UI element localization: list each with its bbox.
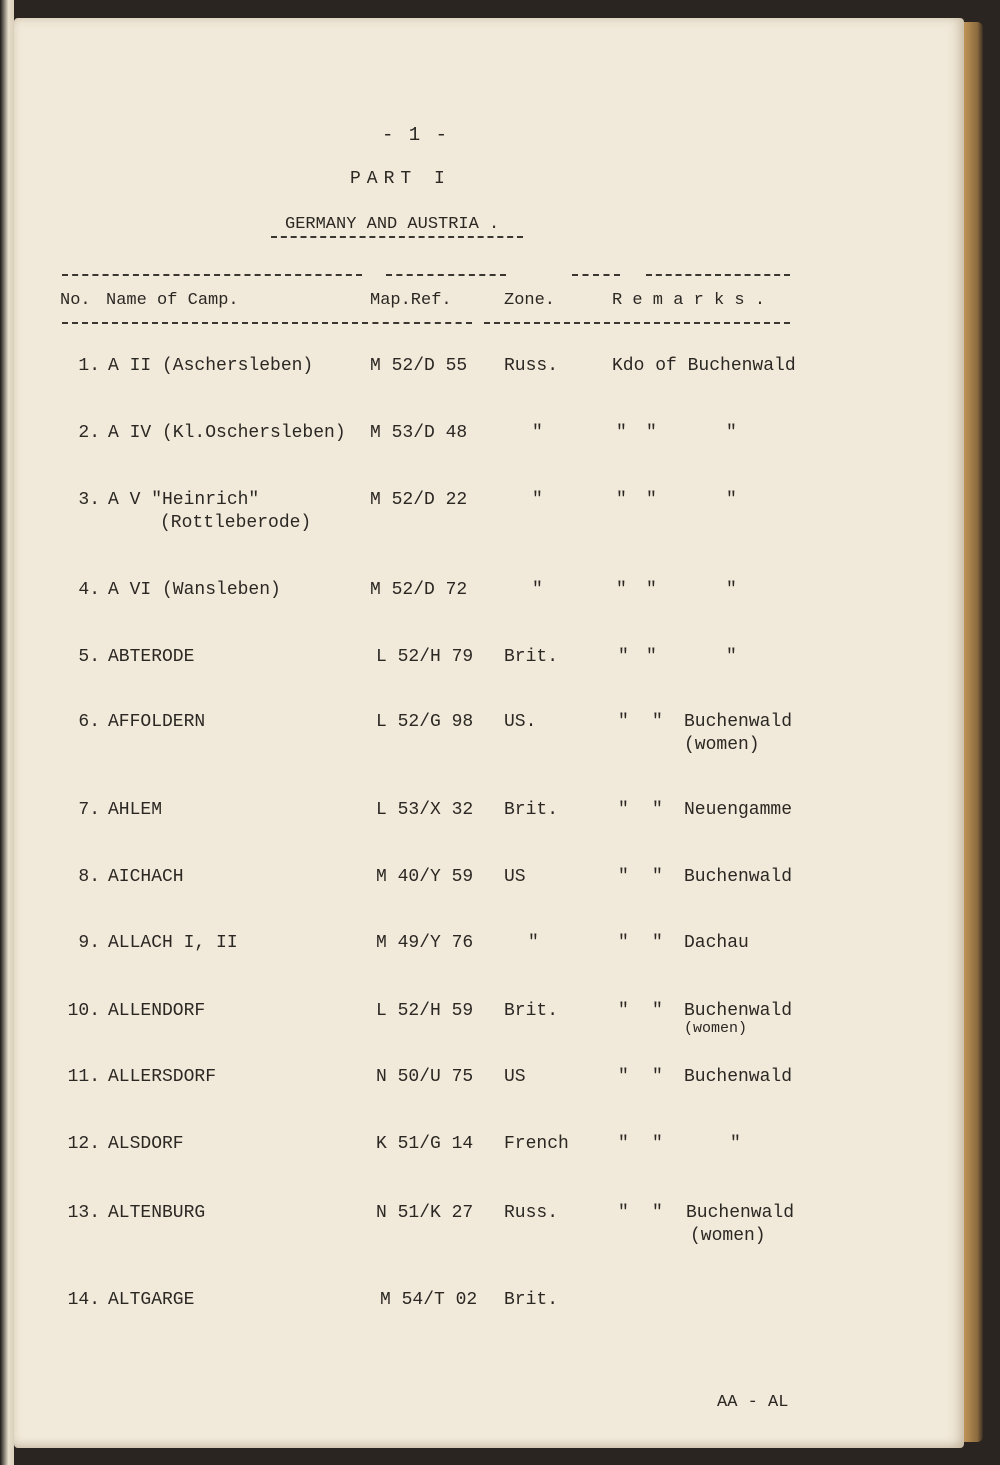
- zone: Russ.: [504, 356, 559, 376]
- table-row: [14, 1202, 964, 1262]
- remarks-camp: Buchenwald: [684, 712, 793, 732]
- document-page: [14, 18, 964, 1448]
- remarks-ditto-1: ": [618, 1203, 629, 1223]
- zone: Brit.: [504, 1001, 559, 1021]
- zone: French: [504, 1134, 569, 1154]
- remarks-ditto-1: ": [618, 1067, 629, 1087]
- row-number: 14.: [67, 1290, 100, 1310]
- camp-name: ABTERODE: [108, 647, 195, 667]
- remarks: Kdo of Buchenwald: [612, 356, 796, 376]
- remarks-ditto-2: ": [652, 867, 663, 887]
- table-row: [14, 866, 964, 926]
- column-header-map: Map.Ref.: [370, 291, 452, 310]
- remarks-ditto-2: ": [652, 1134, 663, 1154]
- header-top-rule-2: [386, 274, 506, 276]
- part-heading: PART I: [350, 169, 451, 189]
- map-reference: M 40/Y 59: [376, 867, 474, 887]
- zone: US: [504, 1067, 526, 1087]
- table-row: [14, 1000, 964, 1060]
- remarks-ditto-2: ": [646, 490, 657, 510]
- remarks-ditto-2: ": [652, 712, 663, 732]
- remarks-ditto-1: ": [616, 423, 627, 443]
- remarks-camp: Buchenwald: [684, 1001, 793, 1021]
- row-number: 10.: [67, 1001, 100, 1021]
- remarks-camp: Buchenwald: [684, 1067, 793, 1087]
- camp-name-continued: (Rottleberode): [160, 513, 312, 533]
- row-number: 13.: [67, 1203, 100, 1223]
- row-number: 6.: [78, 712, 100, 732]
- footer-range: AA - AL: [717, 1393, 789, 1412]
- table-row: [14, 355, 964, 415]
- table-row: [14, 422, 964, 482]
- remarks-ditto-2: ": [652, 800, 663, 820]
- row-number: 4.: [78, 580, 100, 600]
- map-reference: M 53/D 48: [370, 423, 468, 443]
- remarks-ditto-1: ": [616, 580, 627, 600]
- map-reference: L 52/H 59: [376, 1001, 474, 1021]
- row-number: 1.: [78, 356, 100, 376]
- remarks-ditto-2: ": [646, 647, 657, 667]
- remarks-ditto-3: ": [730, 1134, 741, 1154]
- column-header-no: No.: [60, 291, 91, 310]
- remarks-ditto-2: ": [646, 423, 657, 443]
- country-heading: GERMANY AND AUSTRIA .: [285, 215, 500, 234]
- remarks-camp-note: (women): [684, 735, 760, 755]
- header-top-rule-3: [572, 274, 620, 276]
- column-header-name: Name of Camp.: [106, 291, 239, 310]
- row-number: 3.: [78, 490, 100, 510]
- remarks-ditto-1: ": [618, 867, 629, 887]
- map-reference: K 51/G 14: [376, 1134, 474, 1154]
- map-reference: M 52/D 22: [370, 490, 468, 510]
- zone: US.: [504, 712, 537, 732]
- page-number: - 1 -: [382, 124, 450, 146]
- zone: ": [532, 423, 543, 443]
- header-top-rule-4: [646, 274, 790, 276]
- table-row: [14, 1133, 964, 1193]
- remarks-ditto-3: ": [726, 490, 737, 510]
- camp-name: AICHACH: [108, 867, 184, 887]
- remarks-ditto-1: ": [616, 490, 627, 510]
- map-reference: L 52/H 79: [376, 647, 474, 667]
- camp-name: A IV (Kl.Oschersleben): [108, 423, 346, 443]
- camp-name: AFFOLDERN: [108, 712, 206, 732]
- row-number: 12.: [67, 1134, 100, 1154]
- camp-name: ALLACH I, II: [108, 933, 238, 953]
- map-reference: M 54/T 02: [380, 1290, 478, 1310]
- camp-name: ALTGARGE: [108, 1290, 195, 1310]
- remarks-ditto-2: ": [652, 1001, 663, 1021]
- zone: Russ.: [504, 1203, 559, 1223]
- camp-name: ALTENBURG: [108, 1203, 206, 1223]
- map-reference: L 53/X 32: [376, 800, 474, 820]
- map-reference: N 50/U 75: [376, 1067, 474, 1087]
- header-bottom-rule-2: [362, 322, 472, 324]
- remarks-ditto-1: ": [618, 800, 629, 820]
- remarks-ditto-1: ": [618, 1134, 629, 1154]
- remarks-ditto-1: ": [618, 647, 629, 667]
- remarks-camp-note: (women): [684, 1020, 748, 1037]
- remarks-ditto-1: ": [618, 712, 629, 732]
- map-reference: M 49/Y 76: [376, 933, 474, 953]
- table-row: [14, 932, 964, 992]
- country-underline: [271, 236, 523, 238]
- table-row: [14, 1066, 964, 1126]
- table-row: [14, 799, 964, 859]
- left-page-edge: [0, 0, 14, 1465]
- zone: ": [528, 933, 539, 953]
- zone: ": [532, 580, 543, 600]
- remarks-ditto-2: ": [652, 1067, 663, 1087]
- remarks-ditto-3: ": [726, 647, 737, 667]
- remarks-ditto-3: ": [726, 423, 737, 443]
- remarks-ditto-2: ": [646, 580, 657, 600]
- remarks-ditto-1: ": [618, 1001, 629, 1021]
- header-bottom-rule-3: [484, 322, 790, 324]
- remarks-camp: Neuengamme: [684, 800, 793, 820]
- camp-name: AHLEM: [108, 800, 163, 820]
- map-reference: L 52/G 98: [376, 712, 474, 732]
- camp-name: ALSDORF: [108, 1134, 184, 1154]
- remarks-ditto-3: ": [726, 580, 737, 600]
- column-header-zone: Zone.: [504, 291, 556, 310]
- remarks-camp: Buchenwald: [686, 1203, 795, 1223]
- row-number: 9.: [78, 933, 100, 953]
- table-row: [14, 1289, 964, 1349]
- zone: ": [532, 490, 543, 510]
- row-number: 5.: [78, 647, 100, 667]
- zone: Brit.: [504, 647, 559, 667]
- camp-name: A VI (Wansleben): [108, 580, 281, 600]
- remarks-camp: Buchenwald: [684, 867, 793, 887]
- map-reference: M 52/D 55: [370, 356, 468, 376]
- zone: Brit.: [504, 1290, 559, 1310]
- row-number: 11.: [67, 1067, 100, 1087]
- zone: Brit.: [504, 800, 559, 820]
- camp-name: ALLERSDORF: [108, 1067, 217, 1087]
- table-row: [14, 579, 964, 639]
- remarks-camp-note: (women): [690, 1226, 766, 1246]
- map-reference: N 51/K 27: [376, 1203, 474, 1223]
- row-number: 7.: [78, 800, 100, 820]
- row-number: 2.: [78, 423, 100, 443]
- column-header-remarks: R e m a r k s .: [612, 291, 766, 310]
- zone: US: [504, 867, 526, 887]
- camp-name: A II (Aschersleben): [108, 356, 314, 376]
- camp-name: ALLENDORF: [108, 1001, 206, 1021]
- table-row: [14, 646, 964, 706]
- map-reference: M 52/D 72: [370, 580, 468, 600]
- remarks-ditto-1: ": [618, 933, 629, 953]
- remarks-ditto-2: ": [652, 1203, 663, 1223]
- remarks-ditto-2: ": [652, 933, 663, 953]
- table-row: [14, 711, 964, 771]
- table-row: [14, 489, 964, 549]
- header-top-rule-1: [62, 274, 362, 276]
- row-number: 8.: [78, 867, 100, 887]
- remarks-camp: Dachau: [684, 933, 749, 953]
- camp-name: A V "Heinrich": [108, 490, 260, 510]
- header-bottom-rule-1: [62, 322, 358, 324]
